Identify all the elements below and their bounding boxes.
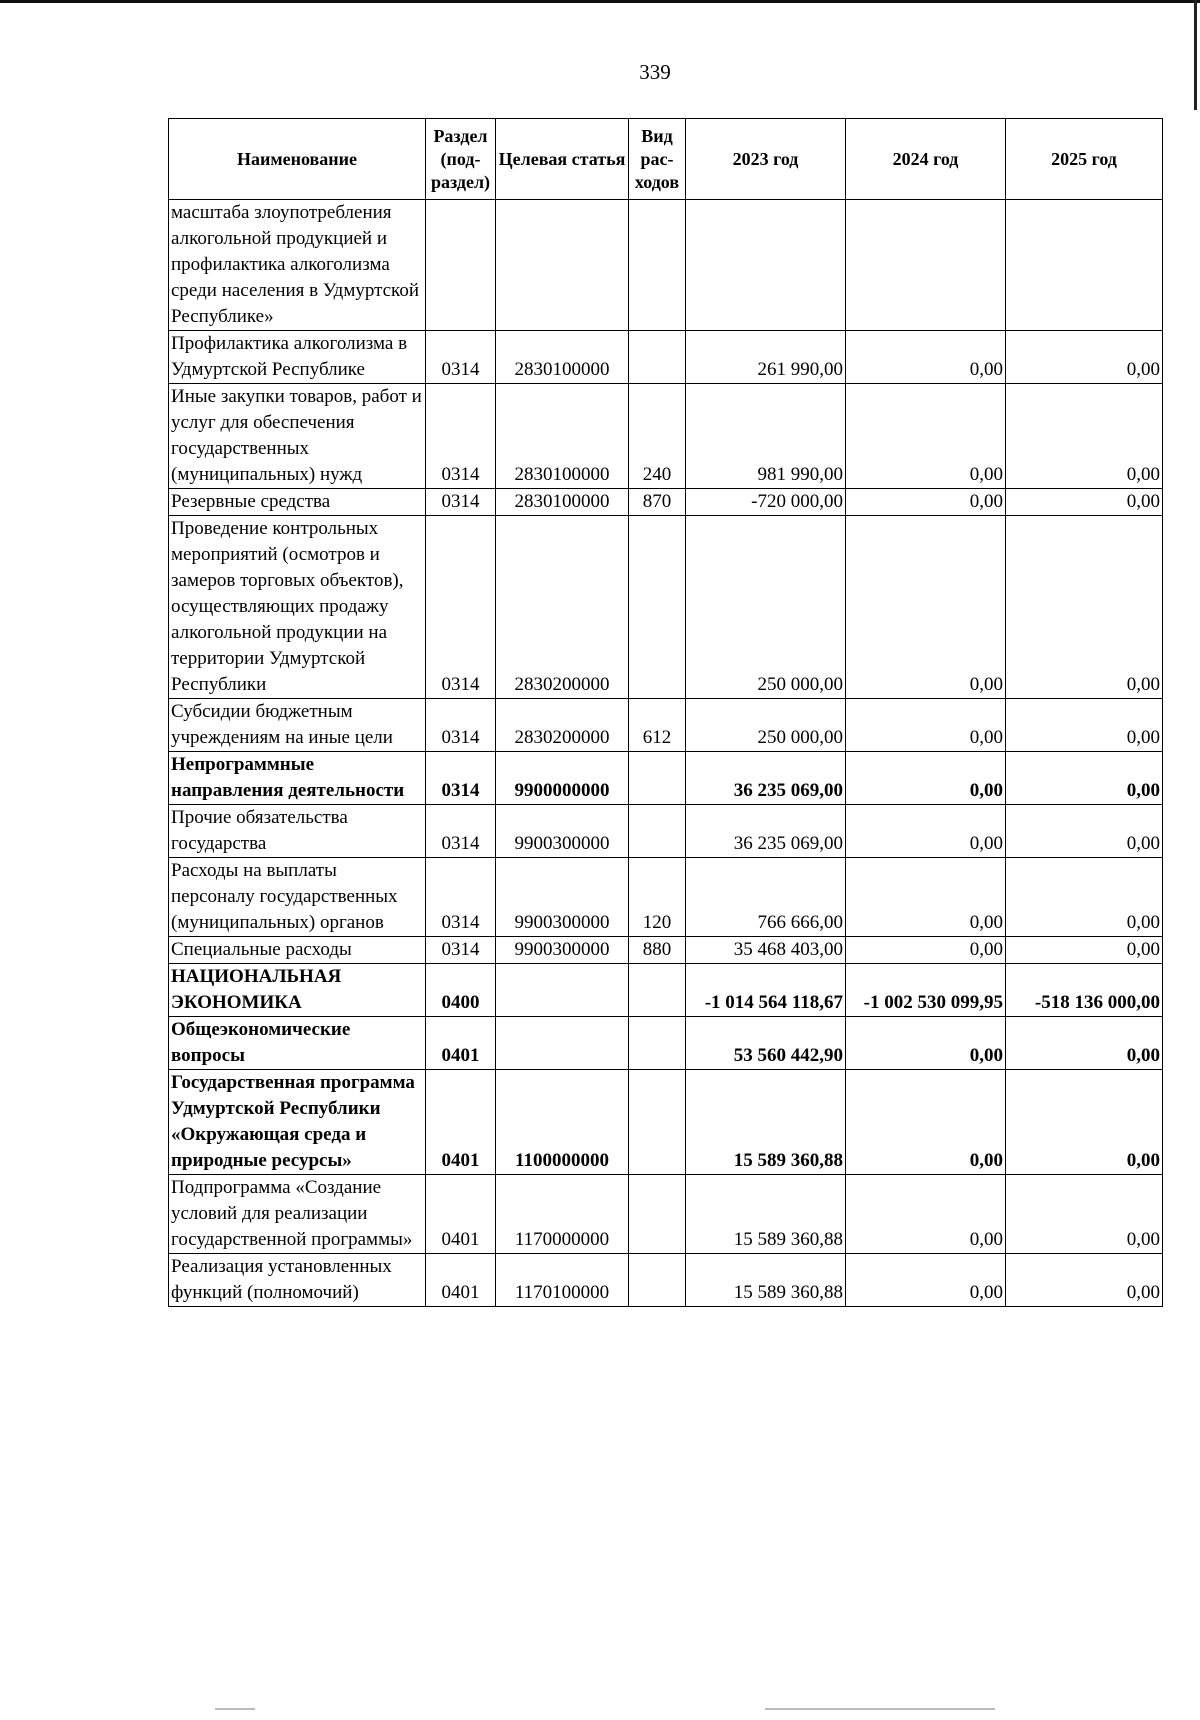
cell-section: 0314 bbox=[426, 516, 496, 699]
cell-target bbox=[496, 964, 629, 1017]
table-row bbox=[169, 1017, 1163, 1070]
cell-2024: 0,00 bbox=[846, 805, 1006, 858]
cell-target: 1170000000 bbox=[496, 1175, 629, 1254]
cell-target bbox=[496, 1017, 629, 1070]
cell-target: 2830200000 bbox=[496, 516, 629, 699]
page-number: 339 bbox=[639, 60, 671, 84]
cell-2025: 0,00 bbox=[1006, 384, 1163, 489]
cell-2023: -720 000,00 bbox=[686, 489, 846, 516]
cell-2024: 0,00 bbox=[846, 1070, 1006, 1175]
cell-target: 9900300000 bbox=[496, 937, 629, 964]
cell-target: 2830100000 bbox=[496, 489, 629, 516]
cell-target: 1100000000 bbox=[496, 1070, 629, 1175]
cell-2024: 0,00 bbox=[846, 1254, 1006, 1307]
cell-2023: 250 000,00 bbox=[686, 699, 846, 752]
cell-target: 2830100000 bbox=[496, 331, 629, 384]
cell-name: Реализация установленных функций (полномочий) bbox=[169, 1254, 426, 1307]
cell-section: 0314 bbox=[426, 331, 496, 384]
cell-kind bbox=[629, 516, 686, 699]
table-row bbox=[169, 1175, 1163, 1254]
cell-2023: 15 589 360,88 bbox=[686, 1070, 846, 1175]
cell-section: 0314 bbox=[426, 858, 496, 937]
cell-kind bbox=[629, 200, 686, 331]
cell-2023: -1 014 564 118,67 bbox=[686, 964, 846, 1017]
table-body bbox=[169, 200, 1163, 1307]
cell-target: 2830100000 bbox=[496, 384, 629, 489]
table-row bbox=[169, 200, 1163, 331]
cell-name: масштаба злоупотребления алкогольной продукцией и профилактика алкоголизма среди населения в Удмуртской Республике» bbox=[169, 200, 426, 331]
table-header-row bbox=[169, 119, 1163, 200]
cell-2023: 36 235 069,00 bbox=[686, 752, 846, 805]
table-row bbox=[169, 1254, 1163, 1307]
table-row bbox=[169, 699, 1163, 752]
cell-2025: 0,00 bbox=[1006, 516, 1163, 699]
cell-2024 bbox=[846, 200, 1006, 331]
cell-2025: 0,00 bbox=[1006, 489, 1163, 516]
cell-name: Специальные расходы bbox=[169, 937, 426, 964]
cell-name: Общеэкономические вопросы bbox=[169, 1017, 426, 1070]
cell-2025: 0,00 bbox=[1006, 752, 1163, 805]
cell-target: 9900300000 bbox=[496, 805, 629, 858]
cell-2024: 0,00 bbox=[846, 384, 1006, 489]
scan-top-edge bbox=[0, 0, 1200, 3]
cell-2023: 250 000,00 bbox=[686, 516, 846, 699]
table-row bbox=[169, 384, 1163, 489]
table-row bbox=[169, 937, 1163, 964]
cell-section: 0314 bbox=[426, 752, 496, 805]
header-name: Наименование bbox=[169, 119, 426, 200]
table-row bbox=[169, 805, 1163, 858]
cell-2025: 0,00 bbox=[1006, 858, 1163, 937]
cell-kind bbox=[629, 1254, 686, 1307]
cell-section: 0401 bbox=[426, 1070, 496, 1175]
cell-2025: 0,00 bbox=[1006, 937, 1163, 964]
cell-kind bbox=[629, 1070, 686, 1175]
cell-name: Резервные средства bbox=[169, 489, 426, 516]
cell-2023: 36 235 069,00 bbox=[686, 805, 846, 858]
cell-2023: 261 990,00 bbox=[686, 331, 846, 384]
cell-2023: 981 990,00 bbox=[686, 384, 846, 489]
cell-kind: 120 bbox=[629, 858, 686, 937]
cell-kind: 880 bbox=[629, 937, 686, 964]
cell-2025: 0,00 bbox=[1006, 805, 1163, 858]
cell-name: Государственная программа Удмуртской Республики «Окружающая среда и природные ресурсы» bbox=[169, 1070, 426, 1175]
cell-kind bbox=[629, 1175, 686, 1254]
cell-2025: 0,00 bbox=[1006, 1175, 1163, 1254]
cell-kind: 870 bbox=[629, 489, 686, 516]
cell-2024: 0,00 bbox=[846, 858, 1006, 937]
cell-kind: 240 bbox=[629, 384, 686, 489]
cell-target bbox=[496, 200, 629, 331]
scan-right-edge bbox=[1194, 0, 1197, 110]
cell-section: 0401 bbox=[426, 1017, 496, 1070]
cell-section: 0401 bbox=[426, 1254, 496, 1307]
cell-2024: 0,00 bbox=[846, 699, 1006, 752]
table-row bbox=[169, 752, 1163, 805]
cell-section: 0314 bbox=[426, 937, 496, 964]
cell-target: 9900000000 bbox=[496, 752, 629, 805]
table-row bbox=[169, 964, 1163, 1017]
cell-2024: 0,00 bbox=[846, 752, 1006, 805]
cell-2024: 0,00 bbox=[846, 516, 1006, 699]
cell-section: 0314 bbox=[426, 384, 496, 489]
cell-target: 9900300000 bbox=[496, 858, 629, 937]
cell-name: Расходы на выплаты персоналу государственных (муниципальных) органов bbox=[169, 858, 426, 937]
cell-name: НАЦИОНАЛЬНАЯ ЭКОНОМИКА bbox=[169, 964, 426, 1017]
cell-2025: 0,00 bbox=[1006, 331, 1163, 384]
cell-2024: -1 002 530 099,95 bbox=[846, 964, 1006, 1017]
cell-2025 bbox=[1006, 200, 1163, 331]
cell-name: Иные закупки товаров, работ и услуг для обеспечения государственных (муниципальных) нужд bbox=[169, 384, 426, 489]
cell-2023: 53 560 442,90 bbox=[686, 1017, 846, 1070]
cell-section bbox=[426, 200, 496, 331]
cell-kind: 612 bbox=[629, 699, 686, 752]
cell-2025: 0,00 bbox=[1006, 1254, 1163, 1307]
table-row bbox=[169, 516, 1163, 699]
cell-2023: 766 666,00 bbox=[686, 858, 846, 937]
cell-2025: 0,00 bbox=[1006, 1017, 1163, 1070]
cell-name: Прочие обязательства государства bbox=[169, 805, 426, 858]
cell-name: Проведение контрольных мероприятий (осмотров и замеров торговых объектов), осуществляющих продажу алкогольной продукции на территории Удмуртской Республики bbox=[169, 516, 426, 699]
cell-kind bbox=[629, 331, 686, 384]
cell-name: Субсидии бюджетным учреждениям на иные цели bbox=[169, 699, 426, 752]
table-row bbox=[169, 331, 1163, 384]
cell-kind bbox=[629, 752, 686, 805]
cell-2024: 0,00 bbox=[846, 937, 1006, 964]
cell-kind bbox=[629, 1017, 686, 1070]
table-row bbox=[169, 858, 1163, 937]
cell-2024: 0,00 bbox=[846, 1175, 1006, 1254]
header-2023: 2023 год bbox=[686, 119, 846, 200]
cell-section: 0401 bbox=[426, 1175, 496, 1254]
cell-target: 1170100000 bbox=[496, 1254, 629, 1307]
cell-2025: 0,00 bbox=[1006, 699, 1163, 752]
header-2024: 2024 год bbox=[846, 119, 1006, 200]
cell-name: Подпрограмма «Создание условий для реализации государственной программы» bbox=[169, 1175, 426, 1254]
cell-target: 2830200000 bbox=[496, 699, 629, 752]
header-2025: 2025 год bbox=[1006, 119, 1163, 200]
cell-2023: 15 589 360,88 bbox=[686, 1254, 846, 1307]
cell-2023 bbox=[686, 200, 846, 331]
scan-artifact bbox=[765, 1708, 995, 1710]
cell-section: 0400 bbox=[426, 964, 496, 1017]
cell-name: Непрограммные направления деятельности bbox=[169, 752, 426, 805]
cell-2025: -518 136 000,00 bbox=[1006, 964, 1163, 1017]
table-row bbox=[169, 489, 1163, 516]
cell-2024: 0,00 bbox=[846, 331, 1006, 384]
cell-2023: 35 468 403,00 bbox=[686, 937, 846, 964]
budget-table bbox=[168, 118, 1163, 1307]
cell-name: Профилактика алкоголизма в Удмуртской Республике bbox=[169, 331, 426, 384]
header-target: Целевая статья bbox=[496, 119, 629, 200]
header-section: Раздел (под-раздел) bbox=[426, 119, 496, 200]
cell-2025: 0,00 bbox=[1006, 1070, 1163, 1175]
cell-2024: 0,00 bbox=[846, 1017, 1006, 1070]
cell-2024: 0,00 bbox=[846, 489, 1006, 516]
scan-artifact bbox=[215, 1708, 255, 1710]
cell-kind bbox=[629, 964, 686, 1017]
cell-section: 0314 bbox=[426, 699, 496, 752]
cell-2023: 15 589 360,88 bbox=[686, 1175, 846, 1254]
header-kind: Вид рас-ходов bbox=[629, 119, 686, 200]
cell-section: 0314 bbox=[426, 805, 496, 858]
cell-kind bbox=[629, 805, 686, 858]
cell-section: 0314 bbox=[426, 489, 496, 516]
table-row bbox=[169, 1070, 1163, 1175]
